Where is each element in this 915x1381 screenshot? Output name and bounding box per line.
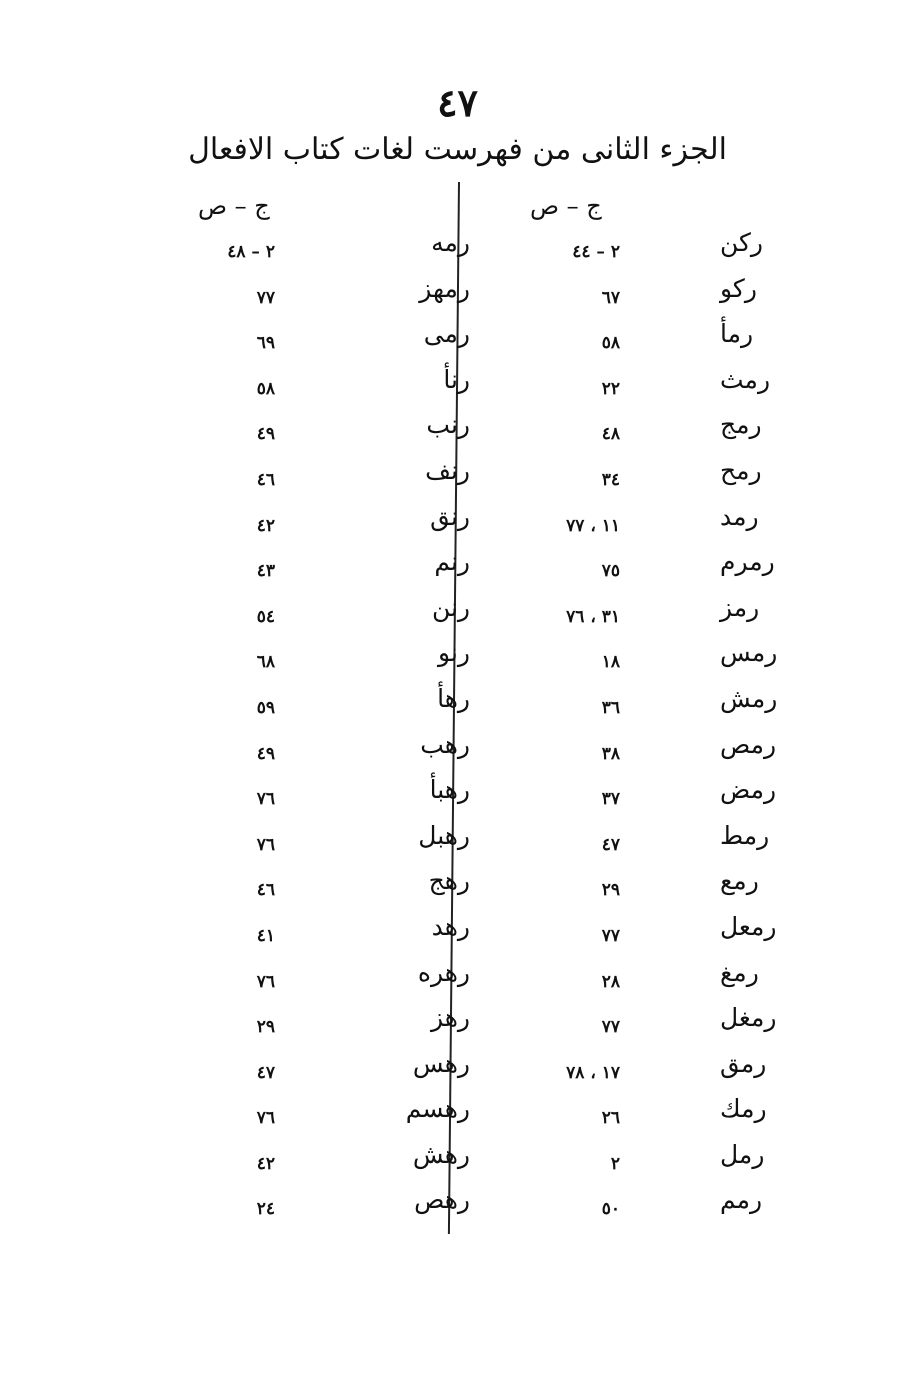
index-entry [140, 274, 560, 320]
entry-reference: ٤٩ [256, 743, 275, 764]
index-entry [140, 730, 560, 776]
entry-word: رمث [720, 364, 771, 394]
entry-reference: ٤٦ [256, 469, 275, 490]
entry-reference: ٦٧ [601, 287, 620, 308]
index-entry [140, 958, 560, 1004]
entry-reference: ٢٨ [601, 971, 620, 992]
entry-word: رمم [720, 1185, 763, 1215]
entry-word: رمس [720, 638, 778, 668]
entry-word: رنب [426, 410, 470, 440]
right-column-header: ج – ص [530, 192, 602, 220]
index-entry [140, 821, 560, 867]
index-entry [140, 410, 560, 456]
entry-word: رهش [412, 1139, 470, 1169]
entry-reference: ٢٩ [256, 1017, 275, 1038]
index-entry [140, 502, 560, 548]
entry-word: رمهز [419, 273, 470, 303]
entry-reference: ٤٩ [256, 424, 275, 445]
index-entry [140, 1049, 560, 1095]
entry-word: رمع [720, 866, 759, 896]
entry-word: رنن [431, 592, 470, 622]
entry-reference: ٥٨ [601, 333, 620, 354]
page-number: ٤٧ [437, 80, 478, 125]
entry-word: رمد [720, 501, 759, 531]
entry-reference: ٥٨ [256, 378, 275, 399]
entry-word: رمز [720, 592, 760, 622]
index-entry [140, 866, 560, 912]
entry-word: رهز [430, 1003, 470, 1033]
entry-word: رمه [431, 228, 470, 257]
entry-word: رهبل [418, 820, 470, 850]
entry-reference: ٢٦ [601, 1108, 620, 1129]
entry-reference: ٤٧ [601, 834, 620, 855]
entry-reference: ٥٠ [601, 1199, 620, 1220]
index-entry [140, 1094, 560, 1140]
entry-word: رهد [431, 911, 470, 941]
entry-reference: ٢٢ [601, 378, 620, 399]
entry-word: رنأ [443, 364, 470, 394]
entry-word: رنق [430, 501, 470, 531]
entry-word: رکن [720, 228, 764, 257]
entry-reference: ٤٣ [256, 561, 275, 582]
entry-reference: ٣٨ [601, 743, 620, 764]
index-entry [140, 456, 560, 502]
entry-reference: ٢ – ٤٤ [572, 242, 620, 262]
index-entry [140, 593, 560, 639]
left-column-header: ج – ص [198, 192, 270, 220]
index-entry [140, 547, 560, 593]
entry-reference: ٤٦ [256, 880, 275, 901]
entry-reference: ٧٦ [256, 834, 275, 855]
entry-reference: ١٨ [601, 652, 620, 673]
entry-reference: ٧٦ [256, 971, 275, 992]
entry-reference: ٧٧ [601, 925, 620, 946]
entry-reference: ٧٧ [256, 287, 275, 308]
entry-word: رهب [420, 729, 470, 759]
entry-word: رمغ [720, 957, 759, 987]
entry-reference: ٢ – ٤٨ [227, 242, 275, 262]
entry-reference: ٣٤ [601, 469, 620, 490]
entry-word: رکو [720, 273, 757, 303]
entry-word: رمط [720, 820, 770, 850]
index-entry [140, 1185, 560, 1231]
entry-reference: ٥٤ [256, 606, 275, 627]
entry-word: رمض [720, 775, 777, 805]
entry-reference: ٣٦ [601, 697, 620, 718]
entry-reference: ٥٩ [256, 697, 275, 718]
entry-word: رنم [434, 547, 470, 577]
index-entry [140, 365, 560, 411]
entry-reference: ٢٤ [256, 1199, 275, 1220]
entry-word: رهره [417, 957, 470, 987]
index-entry [140, 1140, 560, 1186]
entry-word: رهأ [437, 683, 470, 713]
entry-reference: ٣١ ، ٧٦ [566, 606, 620, 627]
entry-reference: ١٧ ، ٧٨ [566, 1062, 620, 1083]
index-entry [140, 228, 560, 274]
entry-word: رمغل [720, 1003, 777, 1033]
entry-word: رمج [720, 410, 762, 440]
entry-reference: ٦٩ [256, 333, 275, 354]
entry-reference: ٤٢ [256, 1153, 275, 1174]
entry-word: رمل [720, 1139, 765, 1169]
entry-reference: ٣٧ [601, 789, 620, 810]
entry-reference: ٧٧ [601, 1017, 620, 1038]
entry-word: رهص [414, 1185, 470, 1215]
entry-reference: ٢٩ [601, 880, 620, 901]
index-entry [140, 319, 560, 365]
entry-reference: ٧٥ [601, 561, 620, 582]
left-index-column [140, 228, 560, 1231]
entry-word: رهج [428, 866, 470, 896]
entry-word: رهسم [405, 1094, 470, 1124]
entry-word: رمق [720, 1048, 767, 1078]
entry-reference: ٤٨ [601, 424, 620, 445]
entry-reference: ٢ [610, 1153, 620, 1174]
entry-reference: ٤٢ [256, 515, 275, 536]
entry-reference: ١١ ، ٧٧ [566, 515, 620, 536]
entry-word: رمعل [720, 911, 777, 941]
entry-word: رمأ [720, 319, 754, 349]
entry-word: رنو [438, 638, 470, 668]
entry-word: رنف [425, 455, 470, 485]
entry-word: رمی [423, 319, 470, 349]
entry-word: رهبأ [429, 775, 470, 805]
index-entry [140, 912, 560, 958]
entry-reference: ٦٨ [256, 652, 275, 673]
entry-reference: ٤٧ [256, 1062, 275, 1083]
entry-word: رمح [720, 455, 762, 485]
entry-reference: ٧٦ [256, 789, 275, 810]
page-title: الجزء الثانی من فهرست لغات کتاب الافعال [188, 132, 727, 167]
entry-word: رمص [720, 729, 777, 759]
entry-word: رمرم [720, 547, 775, 577]
entry-word: رمك [720, 1094, 767, 1124]
entry-reference: ٤١ [256, 925, 275, 946]
entry-word: رهس [412, 1048, 470, 1078]
entry-word: رمش [720, 683, 778, 713]
index-entry [140, 684, 560, 730]
index-entry [140, 775, 560, 821]
index-entry [140, 1003, 560, 1049]
index-entry [140, 638, 560, 684]
entry-reference: ٧٦ [256, 1108, 275, 1129]
